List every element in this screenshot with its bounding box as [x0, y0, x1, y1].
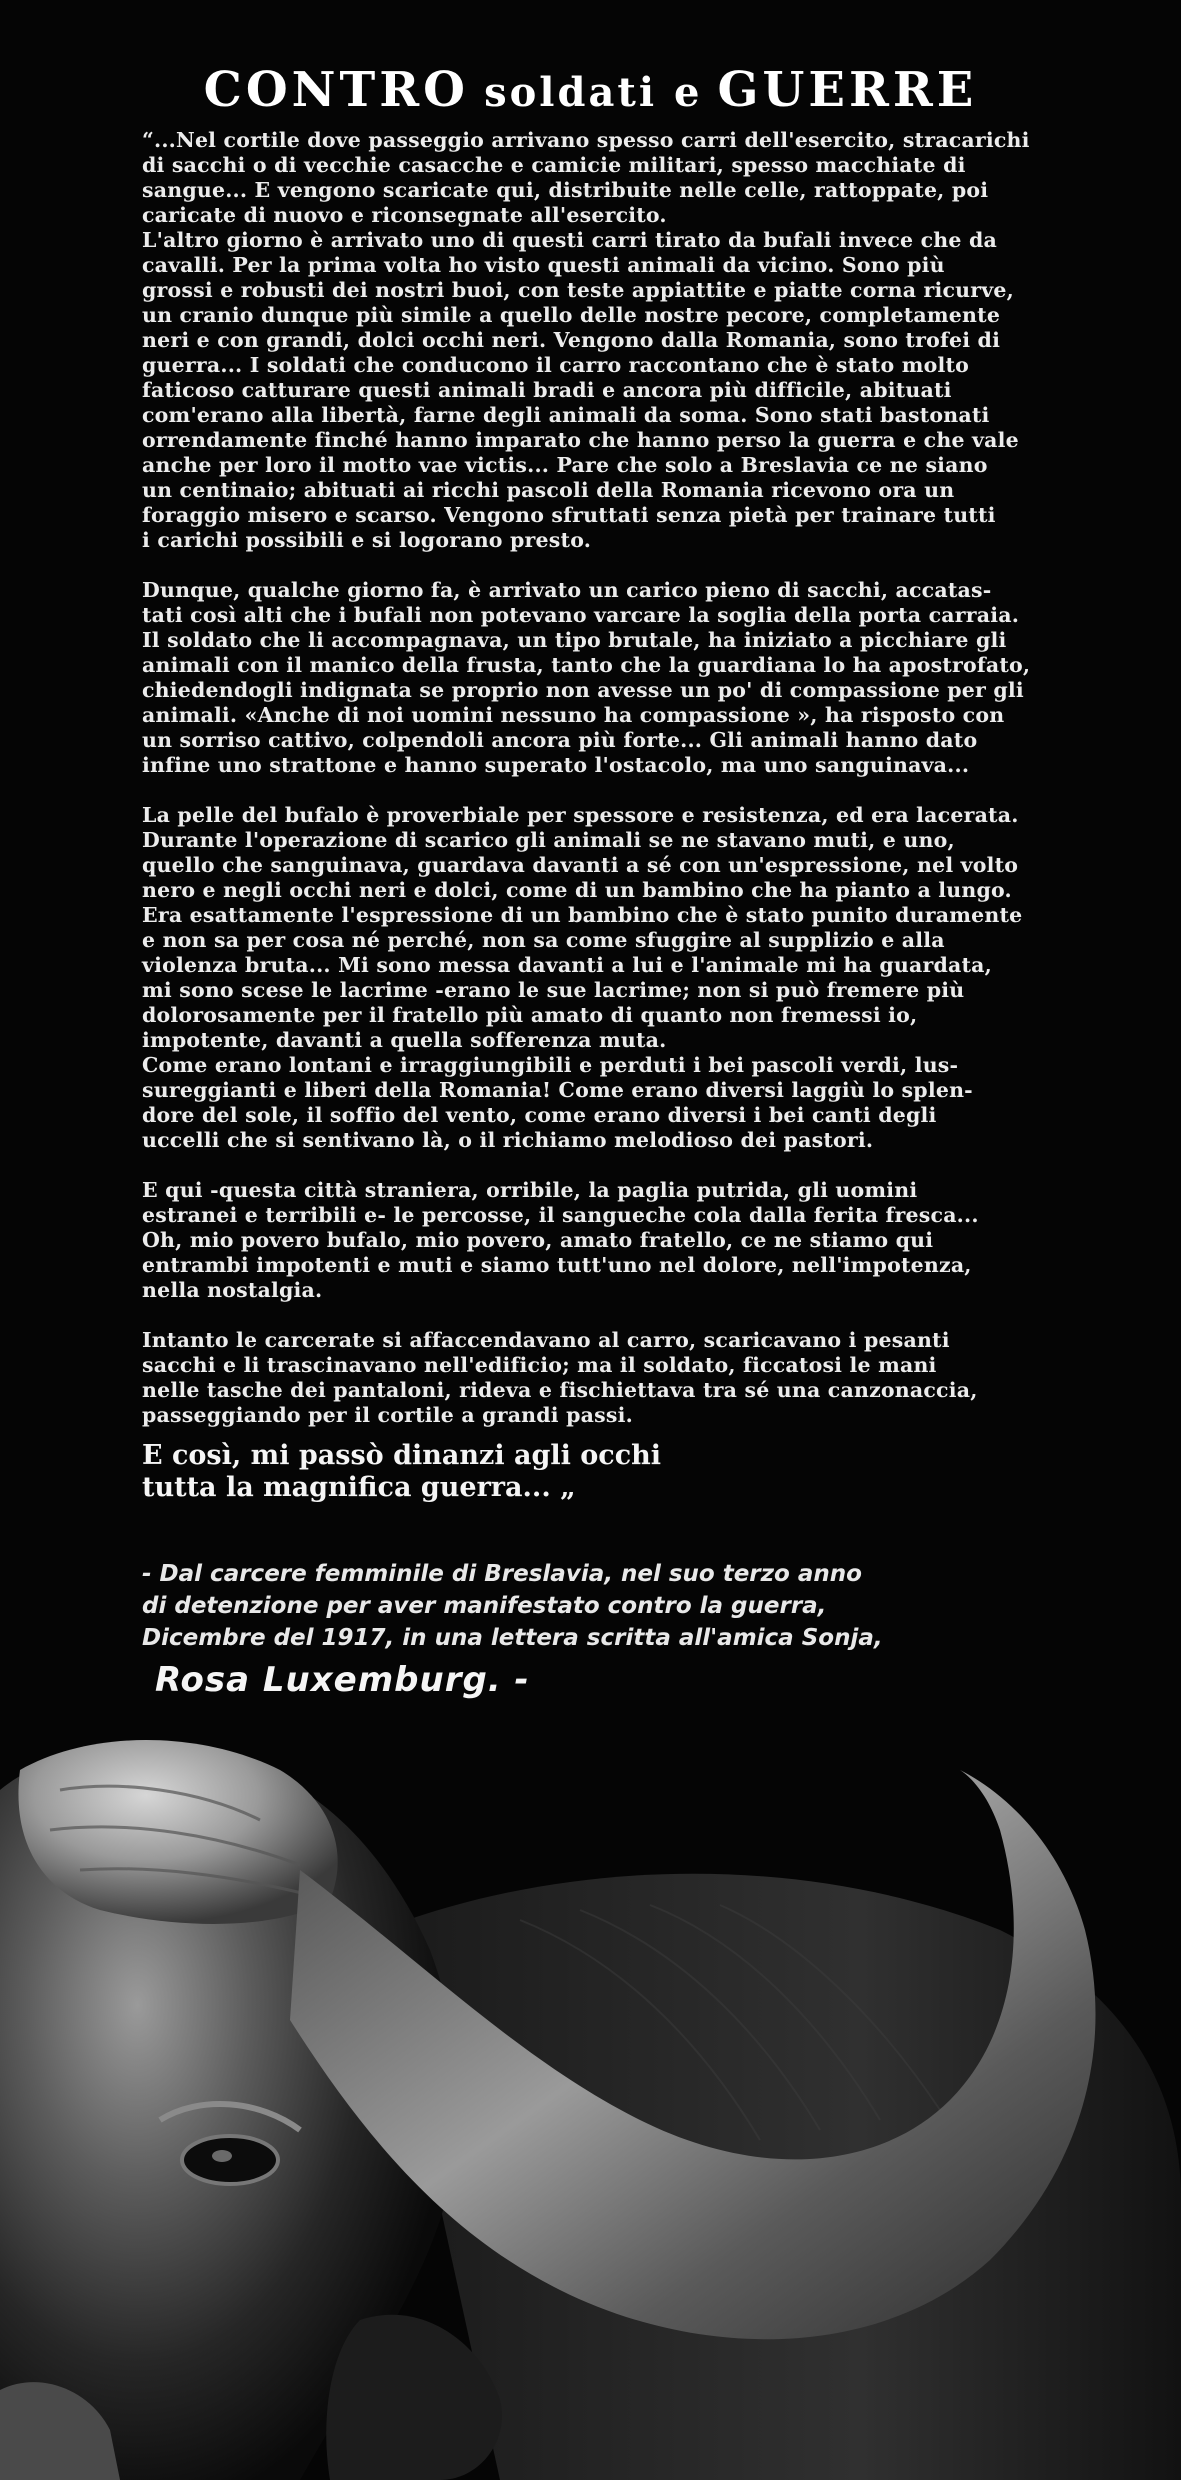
buffalo-head-image — [0, 1700, 1181, 2480]
attribution: - Dal carcere femminile di Breslavia, nel suo terzo anno di detenzione per aver manifestato contro la guerra, Dicembre del 1917, in una lettera scritta all'amica Sonja, — [142, 1561, 883, 1651]
letter-paragraph-4: E qui -questa città straniera, orribile, la paglia putrida, gli uomini estranei e terribili e- le percosse, il sangueche cola dalla ferita fresca... Oh, mio povero bufalo, mio povero, amato fratello, ce ne stiamo qui entrambi impotenti e muti e siamo tutt'uno nel dolore, nell'impotenza, nella nostalgia. — [142, 1178, 979, 1302]
closing-quote: E così, mi passò dinanzi agli occhi tutta la magnifica guerra... „ — [142, 1440, 662, 1503]
letter-paragraph-5: Intanto le carcerate si affaccendavano al carro, scaricavano i pesanti sacchi e li trascinavano nell'edificio; ma il soldato, ficcatosi le mani nelle tasche dei pantaloni, rideva e fischiettava tra sé una canzonaccia, passeggiando per il cortile a grandi passi. — [142, 1328, 978, 1427]
poster-title — [0, 62, 1181, 118]
letter-paragraph-1: “...Nel cortile dove passeggio arrivano spesso carri dell'esercito, stracarichi di sacchi o di vecchie casacche e camicie militari, spesso macchiate di sangue... E vengono scaricate qui, distribuite nelle celle, rattoppate, poi caricate di nuovo e riconsegnate all'esercito. L'altro giorno è arrivato uno di questi carri tirato da bufali invece che da cavalli. Per la prima volta ho visto questi animali da vicino. Sono più grossi e robusti dei nostri buoi, con teste appiattite e piatte corna ricurve, un cranio dunque più simile a quello delle nostre pecore, completamente neri e con grandi, dolci occhi neri. Vengono dalla Romania, sono trofei di guerra... I soldati che conducono il carro raccontano che è stato molto faticoso catturare questi animali bradi e ancora più difficile, abituati com'erano alla libertà, farne degli animali da soma. Sono stati bastonati orrendamente finché hanno imparato che hanno perso la guerra e che vale anche per loro il motto vae victis... Pare che solo a Breslavia ce ne siano un centinaio; abituati ai ricchi pascoli della Romania ricevono ora un foraggio misero e scarso. Vengono sfruttati senza pietà per trainare tutti i carichi possibili e si logorano presto. — [142, 128, 1030, 552]
title-word-guerre: GUERRE — [717, 62, 978, 118]
letter-text — [142, 128, 1042, 1428]
signature: Rosa Luxemburg. - — [155, 1660, 530, 1700]
letter-paragraph-2: Dunque, qualche giorno fa, è arrivato un carico pieno di sacchi, accatas- tati così alti che i bufali non potevano varcare la soglia della porta carraia. Il soldato che li accompagnava, un tipo brutale, ha iniziato a picchiare gli animali con il manico della frusta, tanto che la guardiana lo ha apostrofato, chiedendogli indignata se proprio non avesse un po' di compassione per gli animali. «Anche di noi uomini nessuno ha compassione », ha risposto con un sorriso cattivo, colpendoli ancora più forte... Gli animali hanno dato infine uno strattone e hanno superato l'ostacolo, ma uno sanguinava... — [142, 578, 1031, 777]
title-word-contro: CONTRO — [203, 62, 469, 118]
letter-paragraph-3: La pelle del bufalo è proverbiale per spessore e resistenza, ed era lacerata. Durante l'operazione di scarico gli animali se ne stavano muti, e uno, quello che sanguinava, guardava davanti a sé con un'espressione, nel volto nero e negli occhi neri e dolci, come di un bambino che ha pianto a lungo. Era esattamente l'espressione di un bambino che è stato punito duramente e non sa per cosa né perché, non sa come sfuggire al supplizio e alla violenza bruta... Mi sono messa davanti a lui e l'animale mi ha guardata, mi sono scese le lacrime -erano le sue lacrime; non si può fremere più dolorosamente per il fratello più amato di quanto non fremessi io, impotente, davanti a quella sofferenza muta. Come erano lontani e irraggiungibili e perduti i bei pascoli verdi, lus- sureggianti e liberi della Romania! Come erano diversi laggiù lo splen- dore del sole, il soffio del vento, come erano diversi i bei canti degli uccelli che si sentivano là, o il richiamo melodioso dei pastori. — [142, 803, 1023, 1152]
title-words-soldati-e: soldati e — [484, 69, 703, 116]
